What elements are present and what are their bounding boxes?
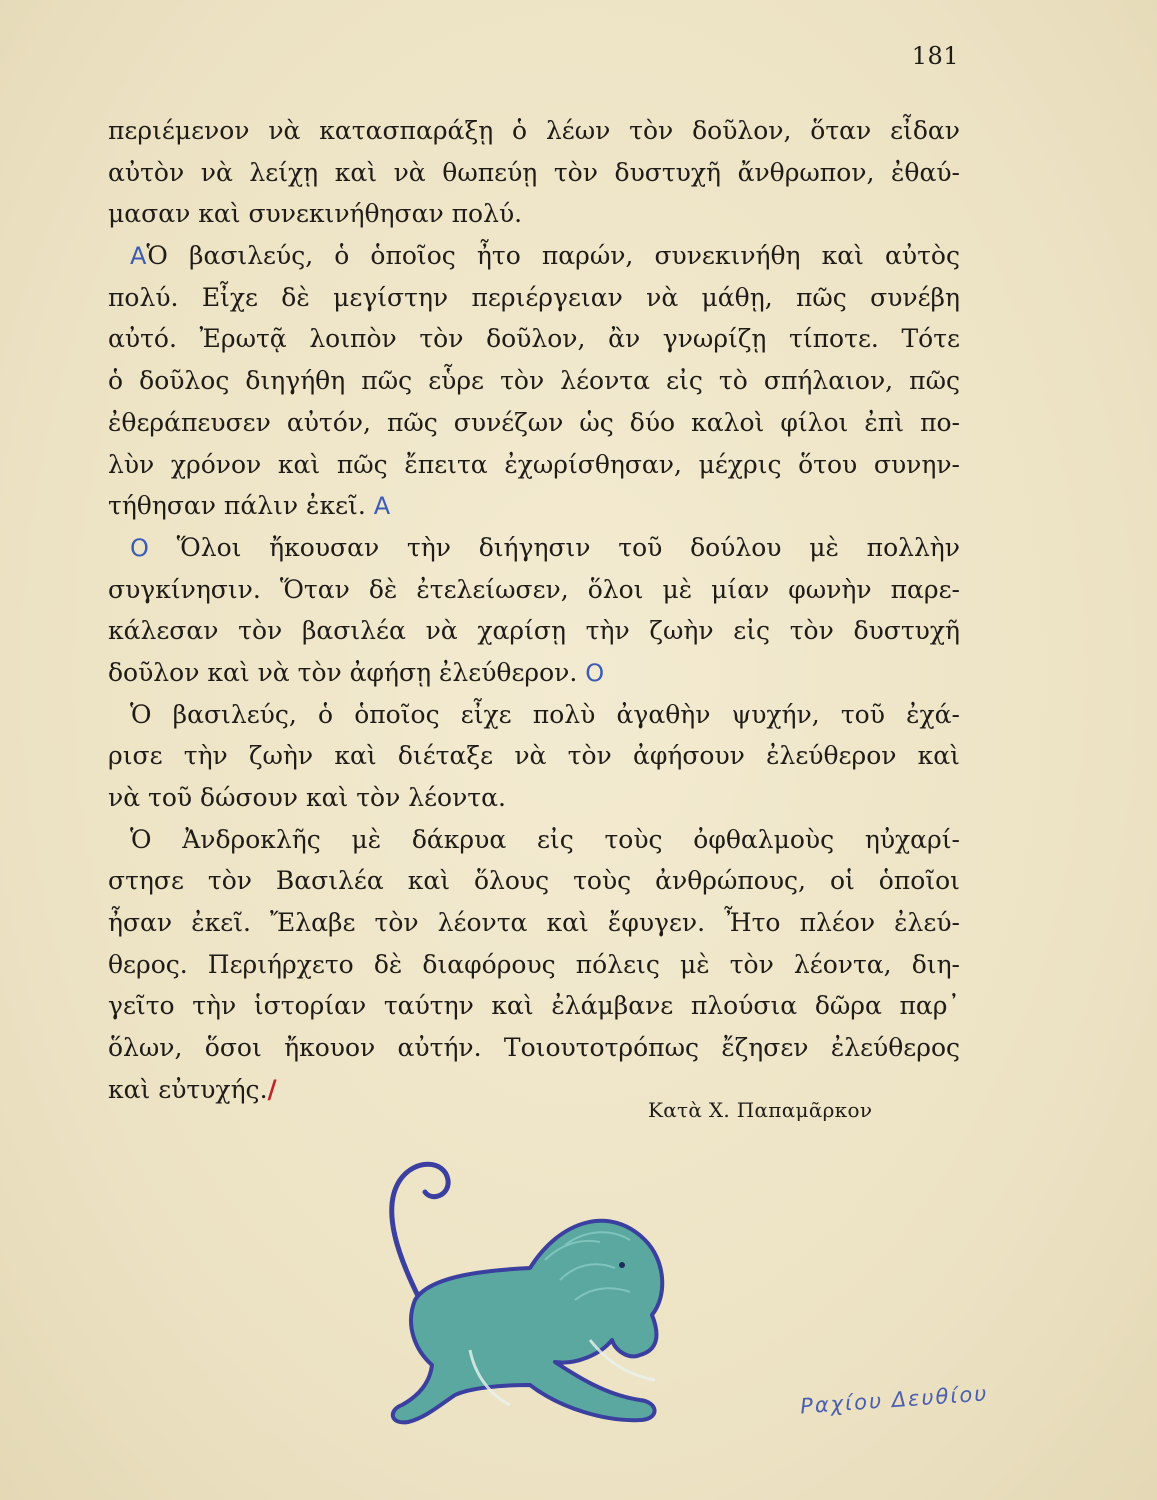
blue-annotation-circle: Ο xyxy=(585,658,605,687)
blue-annotation-mark: Α xyxy=(130,242,147,271)
text-line-content: Ὅλοι ἤκουσαν τὴν διήγησιν τοῦ δούλου μὲ πολλὴν xyxy=(176,532,960,562)
text-line: περιέμενον νὰ κατασπαράξῃ ὁ λέων τὸν δοῦλον, ὅταν εἶδαν xyxy=(108,116,960,145)
text-line: στησε τὸν Βασιλέα καὶ ὅλους τοὺς ἀνθρώπους, οἱ ὁποῖοι xyxy=(108,866,960,896)
text-line: ὁ δοῦλος διηγήθη πῶς εὗρε τὸν λέοντα εἰς τὸ σπήλαιον, πῶς xyxy=(108,366,960,396)
text-line: θερος. Περιήρχετο δὲ διαφόρους πόλεις μὲ τὸν λέοντα, διη- xyxy=(108,949,960,979)
red-annotation-mark: / xyxy=(267,1074,277,1104)
text-line: κάλεσαν τὸν βασιλέα νὰ χαρίσῃ τὴν ζωὴν εἰς τὸν δυστυχῆ xyxy=(108,616,960,646)
text-line: ἐθεράπευσεν αὐτόν, πῶς συνέζων ὡς δύο καλοὶ φίλοι ἐπὶ πο- xyxy=(108,407,960,437)
blue-annotation-circle: Ο xyxy=(130,533,149,562)
text-line-content: Ὁ βασιλεύς, ὁ ὁποῖος ἦτο παρών, συνεκινήθη καὶ αὐτὸς xyxy=(146,241,960,271)
text-line: πολύ. Εἶχε δὲ μεγίστην περιέργειαν νὰ μάθῃ, πῶς συνέβη xyxy=(108,282,960,312)
text-line: Ὁ βασιλεύς, ὁ ὁποῖος εἶχε πολὺ ἀγαθὴν ψυχήν, τοῦ ἐχά- xyxy=(130,699,960,729)
text-line: αὐτὸν νὰ λείχῃ καὶ νὰ θωπεύῃ τὸν δυστυχῆ ἄνθρωπον, ἐθαύ- xyxy=(108,157,960,187)
handwritten-signature: Ραχίου Δευθίου xyxy=(799,1381,990,1419)
text-line: ἦσαν ἐκεῖ. Ἔλαβε τὸν λέοντα καὶ ἔφυγεν. Ἦτο πλέον ἐλεύ- xyxy=(108,908,960,938)
text-line: ρισε τὴν ζωὴν καὶ διέταξε νὰ τὸν ἀφήσουν ἐλεύθερον καὶ xyxy=(108,741,960,771)
text-line: αὐτό. Ἐρωτᾷ λοιπὸν τὸν δοῦλον, ἂν γνωρίζῃ τίποτε. Τότε xyxy=(108,324,960,354)
text-line xyxy=(108,485,960,527)
story-text xyxy=(108,110,960,1111)
text-line-content: καὶ εὐτυχής. xyxy=(108,1074,268,1104)
text-line-content: τήθησαν πάλιν ἐκεῖ. xyxy=(108,491,366,521)
text-line: γεῖτο τὴν ἱστορίαν ταύτην καὶ ἐλάμβανε πλούσια δῶρα παρ᾽ xyxy=(108,991,960,1021)
attribution: Κατὰ Χ. Παπαμᾶρκον xyxy=(648,1098,873,1122)
text-line xyxy=(108,527,960,569)
lion-tail xyxy=(392,1164,448,1300)
text-line: συγκίνησιν. Ὅταν δὲ ἐτελείωσεν, ὅλοι μὲ μίαν φωνὴν παρε- xyxy=(108,574,960,604)
text-line: ὅλων, ὅσοι ἤκουον αὐτήν. Τοιουτοτρόπως ἔζησεν ἐλεύθερος xyxy=(108,1033,960,1063)
text-line-content: δοῦλον καὶ νὰ τὸν ἀφήσῃ ἐλεύθερον. xyxy=(108,657,578,687)
text-line: νὰ τοῦ δώσουν καὶ τὸν λέοντα. xyxy=(108,783,506,812)
text-line: μασαν καὶ συνεκινήθησαν πολύ. xyxy=(108,199,523,229)
text-line xyxy=(108,652,960,694)
lion-illustration xyxy=(360,1150,690,1450)
lion-body xyxy=(393,1221,662,1423)
text-line: λὺν χρόνον καὶ πῶς ἔπειτα ἐχωρίσθησαν, μέχρις ὅτου συνην- xyxy=(108,449,960,479)
text-line xyxy=(108,235,960,277)
text-line: Ὁ Ἀνδροκλῆς μὲ δάκρυα εἰς τοὺς ὀφθαλμοὺς ηὐχαρί- xyxy=(130,824,960,854)
page-number: 181 xyxy=(911,42,959,70)
blue-annotation-mark: Α xyxy=(373,492,391,521)
